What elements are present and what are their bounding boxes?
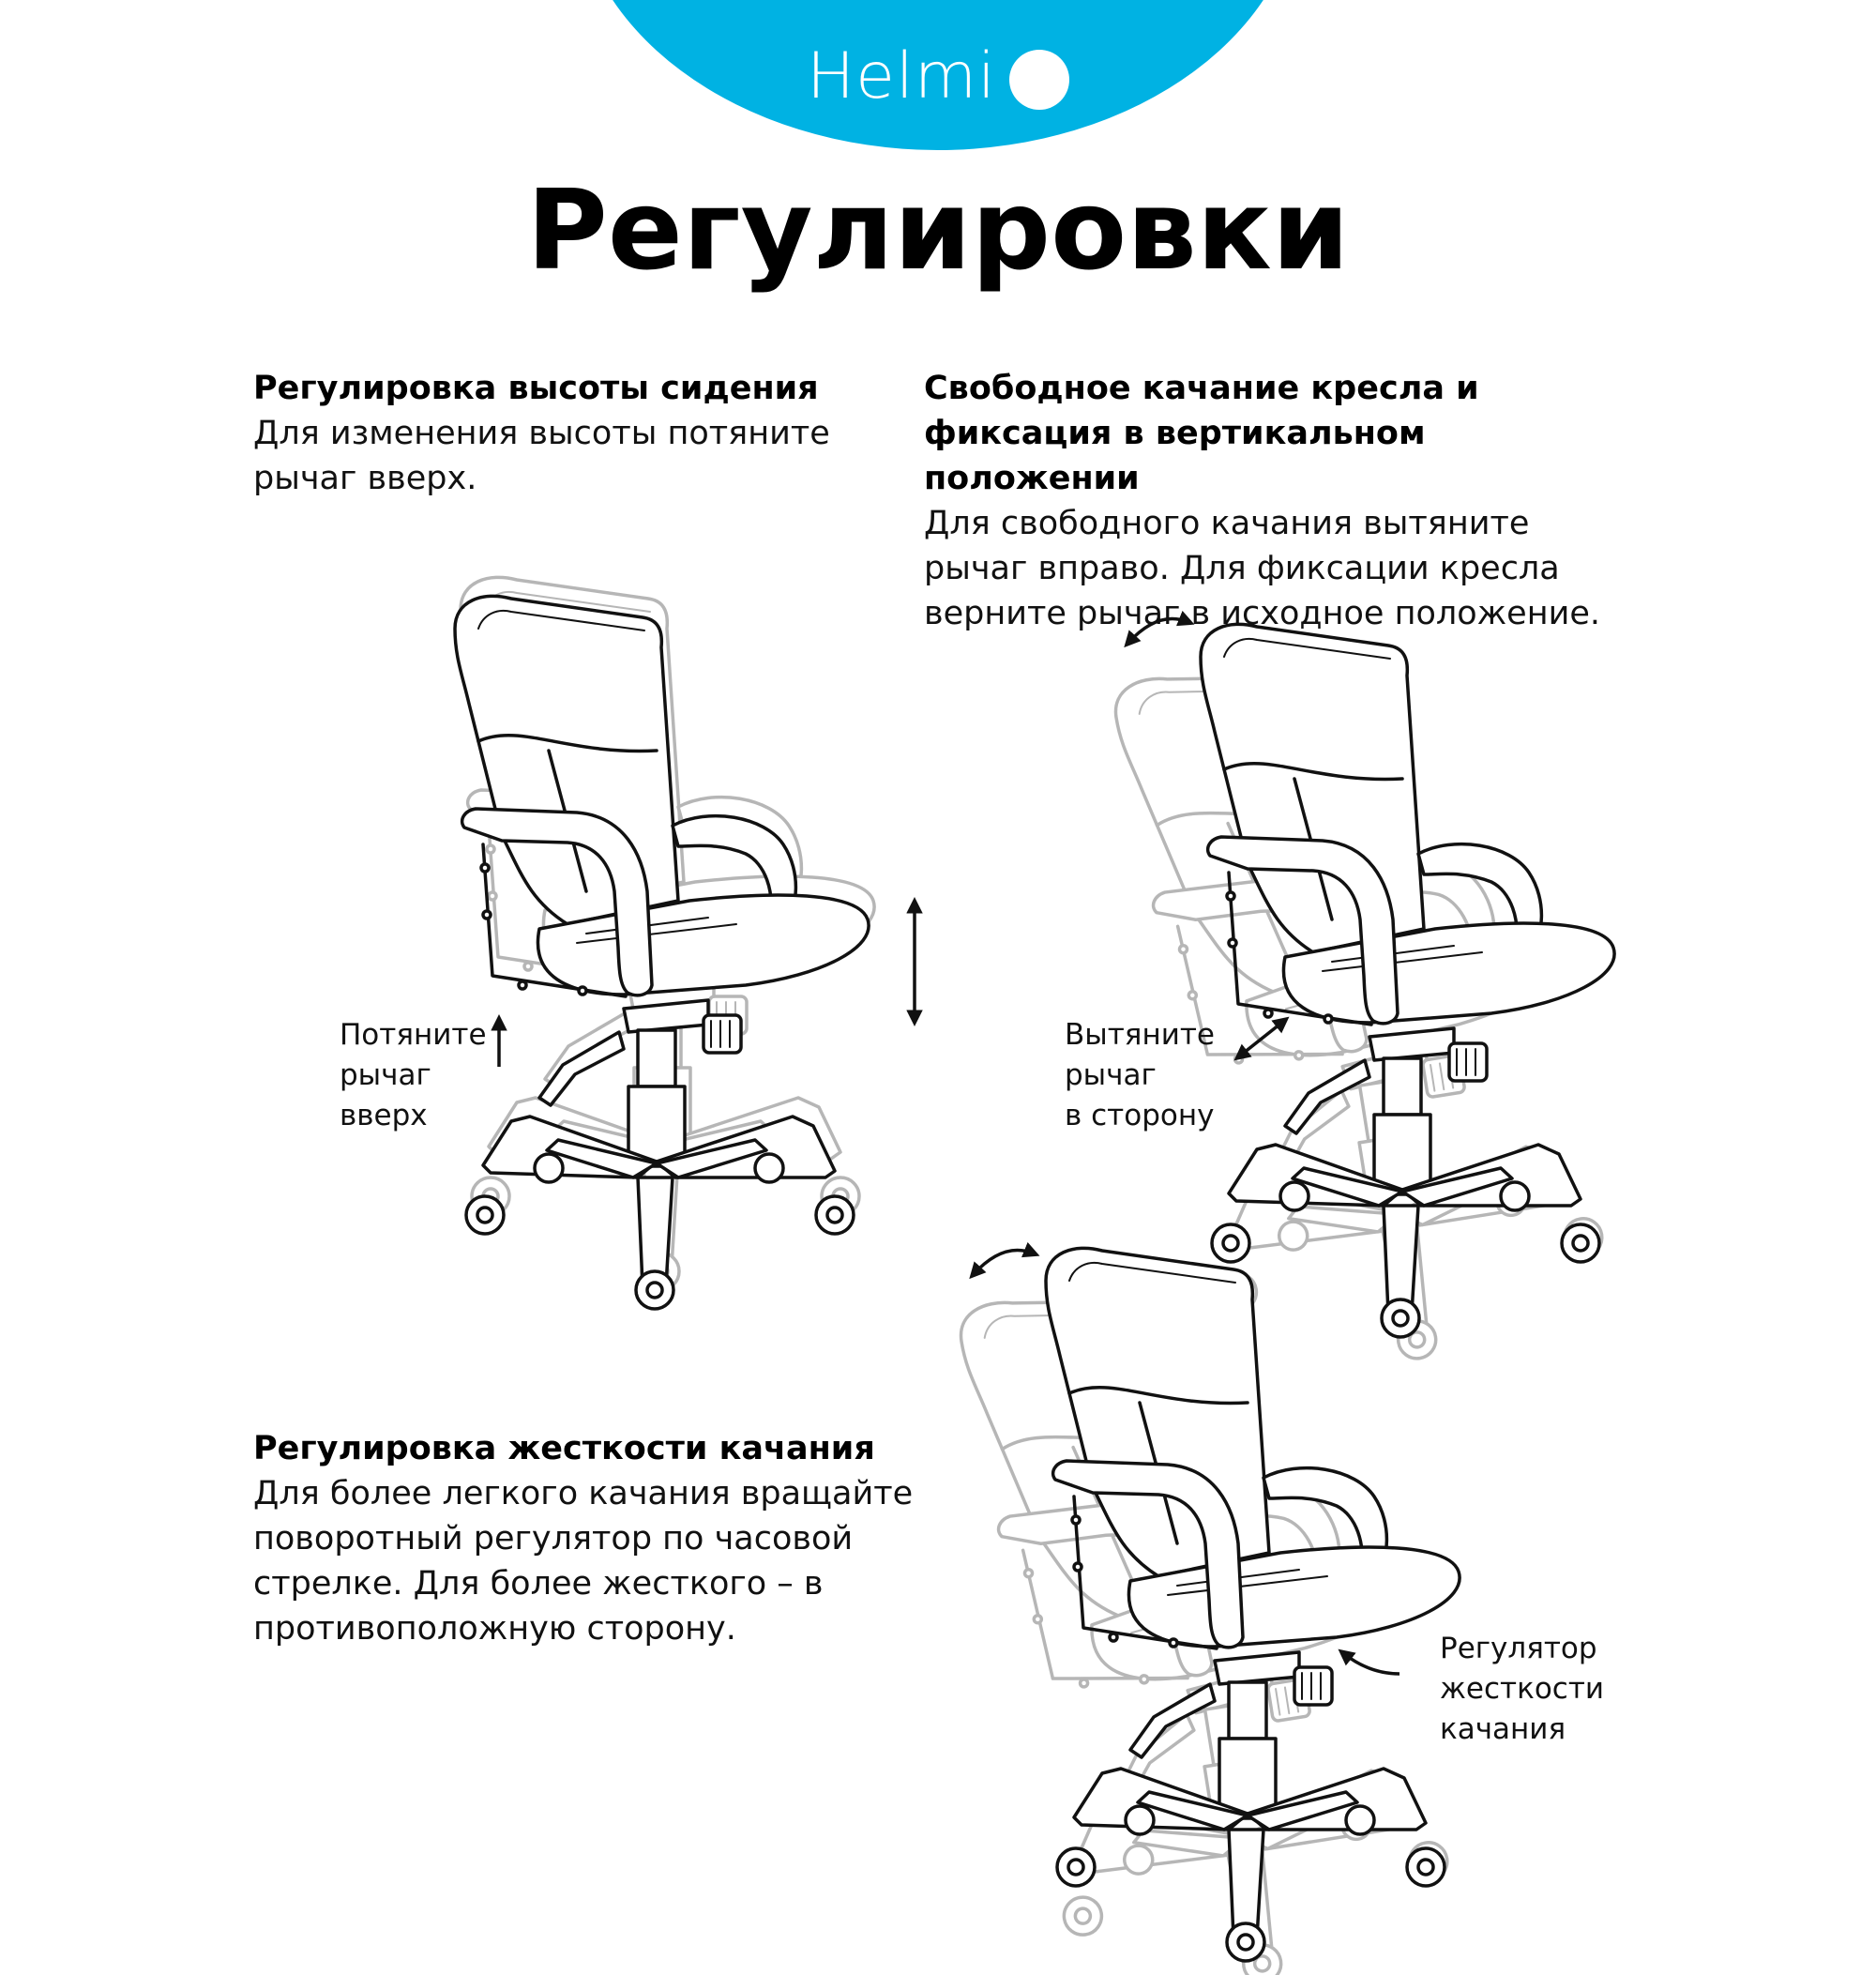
brand-logo bbox=[0, 39, 1876, 114]
curved-double-arrow-icon bbox=[1121, 605, 1196, 652]
chair-height-figure bbox=[427, 591, 952, 1323]
section-seat-height bbox=[253, 366, 910, 501]
callout-line: Вытяните bbox=[1065, 1018, 1215, 1052]
callout-line: Регулятор bbox=[1440, 1632, 1597, 1665]
callout-line: жесткости bbox=[1440, 1672, 1605, 1706]
callout-pull-lever-sideways bbox=[1065, 1015, 1215, 1136]
section-heading: Регулировка высоты сидения bbox=[253, 370, 819, 407]
callout-pull-lever-up bbox=[340, 1015, 487, 1136]
curved-double-arrow-icon bbox=[966, 1237, 1041, 1284]
section-text: Для более легкого качания вращайте поворотный регулятор по часовой стрелке. Для более жесткого – в противоположную сторону. bbox=[253, 1475, 914, 1648]
section-heading: Регулировка жесткости качания bbox=[253, 1430, 875, 1467]
chair-tension-figure bbox=[1018, 1243, 1543, 1975]
curved-arrow-icon bbox=[1332, 1642, 1407, 1679]
page-title: Регулировки bbox=[526, 165, 1350, 295]
chair-rocking-figure bbox=[1172, 619, 1698, 1351]
section-free-rocking bbox=[924, 366, 1609, 636]
section-text: Для свободного качания вытяните рычаг вправо. Для фиксации кресла верните рычаг в исходное положение. bbox=[924, 505, 1601, 632]
diagonal-double-arrow-icon bbox=[1233, 1015, 1290, 1062]
callout-line: в сторону bbox=[1065, 1099, 1215, 1132]
callout-line: вверх bbox=[340, 1099, 428, 1132]
chair-illustration bbox=[455, 596, 869, 1309]
callout-line: Потяните bbox=[340, 1018, 487, 1052]
up-arrow-icon bbox=[490, 1015, 508, 1071]
brand-name: Helmi bbox=[807, 39, 996, 114]
brand-dot-icon bbox=[1009, 50, 1069, 110]
section-tilt-tension bbox=[253, 1426, 976, 1651]
callout-line: рычаг bbox=[1065, 1058, 1157, 1092]
callout-line: рычаг bbox=[340, 1058, 431, 1092]
double-vertical-arrow-icon bbox=[900, 896, 929, 1027]
callout-tension-knob bbox=[1440, 1629, 1604, 1750]
callout-line: качания bbox=[1440, 1712, 1566, 1746]
section-text: Для изменения высоты потяните рычаг вверх. bbox=[253, 415, 830, 497]
section-heading: Свободное качание кресла и фиксация в вертикальном положении bbox=[924, 370, 1479, 497]
